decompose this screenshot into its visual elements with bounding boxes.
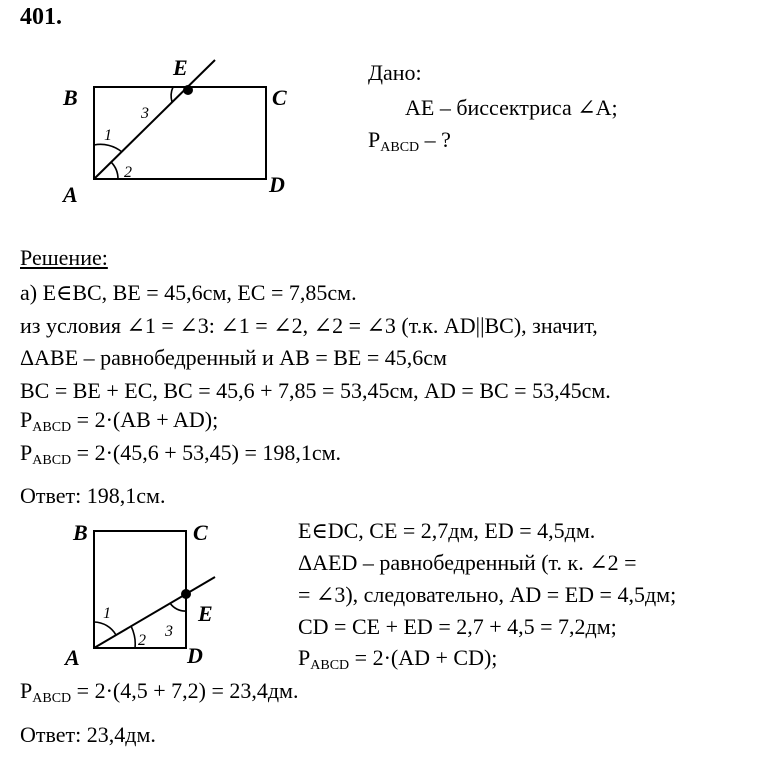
given-title: Дано: — [368, 60, 422, 85]
answer-a: Ответ: 198,1см. — [20, 483, 166, 508]
solution-a-line3: ΔABE – равнобедренный и AB = BE = 45,6см — [20, 345, 447, 370]
angle-1-arc — [94, 144, 122, 152]
figure-2-rectangle-diagram — [55, 510, 245, 675]
angle-2-label: 2 — [124, 164, 132, 181]
angle-3-arc — [170, 603, 186, 611]
given-line-perimeter — [368, 127, 451, 153]
solution-b-line1: E∈DC, CE = 2,7дм, ED = 4,5дм. — [298, 518, 596, 543]
angle-2-arc — [111, 162, 118, 179]
label-a: A — [63, 182, 78, 207]
angle-2-label: 2 — [138, 632, 146, 649]
solution-a-line4: BC = BE + EC, BC = 45,6 + 7,85 = 53,45см, AD = BC = 53,45см. — [20, 378, 611, 403]
rectangle-abcd — [94, 87, 266, 179]
p-subscript: ABCD — [310, 658, 350, 673]
p-symbol: P — [368, 127, 381, 152]
p-subscript: ABCD — [32, 420, 72, 435]
label-b: B — [73, 520, 88, 545]
angle-3-label: 3 — [165, 623, 173, 640]
formula-rest: = 2·(AB + AD); — [71, 407, 219, 432]
answer-b: Ответ: 23,4дм. — [20, 722, 156, 747]
angle-3-arc — [171, 87, 173, 102]
p-rest: – ? — [419, 127, 451, 152]
angle-1-label: 1 — [103, 605, 111, 622]
label-d: D — [187, 643, 203, 668]
solution-b-line2: ΔAED – равнобедренный (т. к. ∠2 = — [298, 550, 637, 575]
angle-2-arc — [131, 626, 135, 648]
problem-number: 401. — [20, 4, 62, 30]
label-c: C — [193, 520, 208, 545]
p-symbol: P — [20, 407, 33, 432]
angle-1-arc — [94, 622, 116, 635]
label-c: C — [272, 85, 287, 110]
point-e — [181, 589, 191, 599]
angle-3-label: 3 — [141, 105, 149, 122]
label-e: E — [173, 55, 188, 80]
p-subscript: ABCD — [32, 453, 72, 468]
label-d: D — [269, 172, 285, 197]
label-e: E — [198, 601, 213, 626]
point-e — [183, 85, 193, 95]
solution-a-line1: а) E∈BC, BE = 45,6см, EC = 7,85см. — [20, 280, 357, 305]
solution-a-line2: из условия ∠1 = ∠3: ∠1 = ∠2, ∠2 = ∠3 (т.к. AD||BC), значит, — [20, 313, 598, 338]
formula-rest: = 2·(AD + CD); — [349, 645, 498, 670]
bisector-ae — [94, 577, 215, 648]
label-b: B — [63, 85, 78, 110]
figure-1-rectangle-diagram — [55, 50, 287, 215]
p-symbol: P — [20, 678, 33, 703]
solution-b-line4: CD = CE + ED = 2,7 + 4,5 = 7,2дм; — [298, 614, 617, 639]
label-a: A — [65, 645, 80, 670]
solution-b-line6 — [20, 678, 298, 704]
angle-1-label: 1 — [104, 127, 112, 144]
solution-b-line3: = ∠3), следовательно, AD = ED = 4,5дм; — [298, 582, 677, 607]
p-symbol: P — [20, 440, 33, 465]
p-symbol: P — [298, 645, 311, 670]
solution-b-line5 — [298, 645, 497, 671]
p-subscript: ABCD — [32, 691, 72, 706]
solution-heading: Решение: — [20, 245, 108, 270]
solution-a-line5 — [20, 407, 218, 433]
p-subscript: ABCD — [380, 140, 420, 155]
bisector-ae — [94, 60, 215, 179]
formula-rest: = 2·(4,5 + 7,2) = 23,4дм. — [71, 678, 299, 703]
formula-rest: = 2·(45,6 + 53,45) = 198,1см. — [71, 440, 342, 465]
solution-a-line6 — [20, 440, 341, 466]
given-line-bisector: AE – биссектриса ∠A; — [405, 95, 618, 120]
